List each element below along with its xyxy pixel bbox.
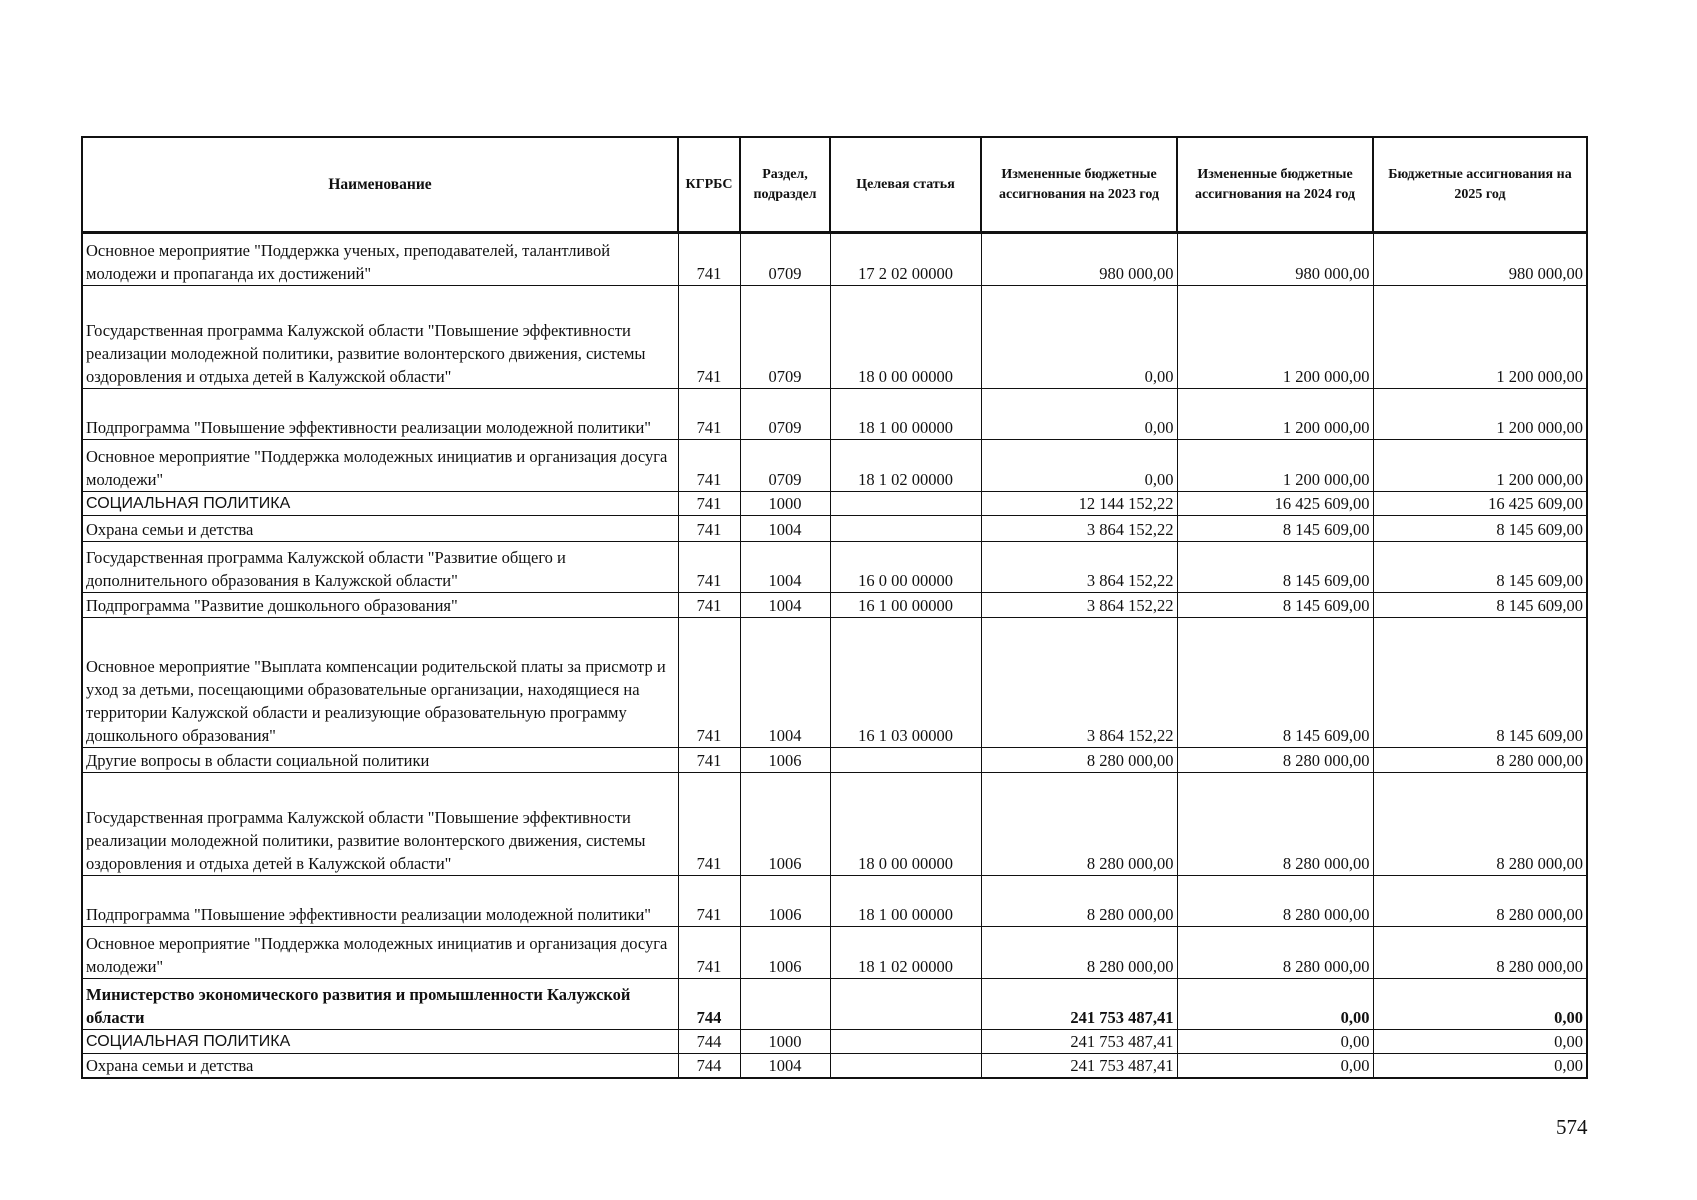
row-target: 18 1 00 00000 xyxy=(830,876,981,927)
row-kgrbs: 741 xyxy=(678,748,740,773)
row-2025: 1 200 000,00 xyxy=(1373,286,1587,389)
table-row xyxy=(82,618,1587,748)
row-kgrbs: 741 xyxy=(678,773,740,876)
table-row xyxy=(82,1054,1587,1079)
table-row xyxy=(82,927,1587,979)
row-target: 18 1 02 00000 xyxy=(830,927,981,979)
row-2025: 0,00 xyxy=(1373,1054,1587,1079)
row-name: Основное мероприятие "Выплата компенсации родительской платы за присмотр и уход за детьми, посещающими образовательные организации, находящиеся на территории Калужской области и реализующие образовательную программу дошкольного образования" xyxy=(82,618,678,748)
row-name: Охрана семьи и детства xyxy=(82,1054,678,1079)
row-target xyxy=(830,516,981,542)
header-kgrbs: КГРБС xyxy=(678,137,740,233)
row-section: 1006 xyxy=(740,927,830,979)
row-2023: 3 864 152,22 xyxy=(981,593,1177,618)
row-2023: 3 864 152,22 xyxy=(981,542,1177,593)
row-2025: 16 425 609,00 xyxy=(1373,492,1587,516)
row-name: Государственная программа Калужской области "Повышение эффективности реализации молодежной политики, развитие волонтерского движения, системы оздоровления и отдыха детей в Калужской области" xyxy=(82,286,678,389)
row-2024: 1 200 000,00 xyxy=(1177,440,1373,492)
row-name: Государственная программа Калужской области "Повышение эффективности реализации молодежной политики, развитие волонтерского движения, системы оздоровления и отдыха детей в Калужской области" xyxy=(82,773,678,876)
row-2025: 8 280 000,00 xyxy=(1373,773,1587,876)
row-name: Основное мероприятие "Поддержка молодежных инициатив и организация досуга молодежи" xyxy=(82,440,678,492)
table-row xyxy=(82,876,1587,927)
row-2023: 8 280 000,00 xyxy=(981,773,1177,876)
header-target: Целевая статья xyxy=(830,137,981,233)
header-2025: Бюджетные ассигнования на 2025 год xyxy=(1373,137,1587,233)
row-2025: 1 200 000,00 xyxy=(1373,440,1587,492)
row-name: Министерство экономического развития и промышленности Калужской области xyxy=(82,979,678,1030)
row-kgrbs: 741 xyxy=(678,516,740,542)
row-section xyxy=(740,979,830,1030)
row-target: 16 0 00 00000 xyxy=(830,542,981,593)
row-kgrbs: 741 xyxy=(678,542,740,593)
table-row xyxy=(82,286,1587,389)
row-target xyxy=(830,979,981,1030)
header-2024: Измененные бюджетные ассигнования на 2024 год xyxy=(1177,137,1373,233)
row-2023: 8 280 000,00 xyxy=(981,876,1177,927)
row-section: 1004 xyxy=(740,618,830,748)
row-target xyxy=(830,1030,981,1054)
row-section: 1006 xyxy=(740,773,830,876)
budget-table xyxy=(81,136,1588,1079)
row-2025: 980 000,00 xyxy=(1373,233,1587,286)
table-row xyxy=(82,233,1587,286)
row-name: СОЦИАЛЬНАЯ ПОЛИТИКА xyxy=(82,492,678,516)
row-2024: 8 280 000,00 xyxy=(1177,876,1373,927)
table-row xyxy=(82,389,1587,440)
row-2025: 8 145 609,00 xyxy=(1373,618,1587,748)
row-2024: 1 200 000,00 xyxy=(1177,389,1373,440)
row-target: 18 1 00 00000 xyxy=(830,389,981,440)
row-2024: 980 000,00 xyxy=(1177,233,1373,286)
table-row xyxy=(82,773,1587,876)
table-row xyxy=(82,516,1587,542)
row-kgrbs: 741 xyxy=(678,286,740,389)
row-2023: 3 864 152,22 xyxy=(981,618,1177,748)
row-section: 1004 xyxy=(740,516,830,542)
row-target xyxy=(830,748,981,773)
row-2025: 0,00 xyxy=(1373,979,1587,1030)
row-section: 1004 xyxy=(740,542,830,593)
row-section: 0709 xyxy=(740,389,830,440)
row-2024: 16 425 609,00 xyxy=(1177,492,1373,516)
row-2024: 8 145 609,00 xyxy=(1177,593,1373,618)
table-row xyxy=(82,593,1587,618)
row-2025: 0,00 xyxy=(1373,1030,1587,1054)
row-name: Подпрограмма "Развитие дошкольного образования" xyxy=(82,593,678,618)
row-target: 17 2 02 00000 xyxy=(830,233,981,286)
table-row xyxy=(82,748,1587,773)
row-2023: 0,00 xyxy=(981,286,1177,389)
row-section: 1006 xyxy=(740,748,830,773)
header-2023: Измененные бюджетные ассигнования на 2023 год xyxy=(981,137,1177,233)
row-2025: 8 280 000,00 xyxy=(1373,748,1587,773)
row-name: СОЦИАЛЬНАЯ ПОЛИТИКА xyxy=(82,1030,678,1054)
row-2024: 0,00 xyxy=(1177,1030,1373,1054)
row-name: Основное мероприятие "Поддержка молодежных инициатив и организация досуга молодежи" xyxy=(82,927,678,979)
row-2025: 8 145 609,00 xyxy=(1373,516,1587,542)
row-target: 18 0 00 00000 xyxy=(830,773,981,876)
table-row xyxy=(82,979,1587,1030)
row-kgrbs: 744 xyxy=(678,979,740,1030)
row-section: 0709 xyxy=(740,286,830,389)
row-2023: 8 280 000,00 xyxy=(981,927,1177,979)
row-section: 1004 xyxy=(740,593,830,618)
row-2024: 8 145 609,00 xyxy=(1177,516,1373,542)
row-name: Государственная программа Калужской области "Развитие общего и дополнительного образования в Калужской области" xyxy=(82,542,678,593)
row-name: Подпрограмма "Повышение эффективности реализации молодежной политики" xyxy=(82,876,678,927)
row-kgrbs: 741 xyxy=(678,876,740,927)
row-2025: 8 145 609,00 xyxy=(1373,542,1587,593)
row-2024: 0,00 xyxy=(1177,1054,1373,1079)
row-2025: 8 280 000,00 xyxy=(1373,927,1587,979)
row-2023: 0,00 xyxy=(981,440,1177,492)
row-2025: 1 200 000,00 xyxy=(1373,389,1587,440)
row-2023: 0,00 xyxy=(981,389,1177,440)
row-section: 0709 xyxy=(740,233,830,286)
row-kgrbs: 744 xyxy=(678,1030,740,1054)
row-name: Основное мероприятие "Поддержка ученых, преподавателей, талантливой молодежи и пропаганда их достижений" xyxy=(82,233,678,286)
page-number: 574 xyxy=(1556,1115,1588,1139)
row-section: 1000 xyxy=(740,492,830,516)
row-2024: 1 200 000,00 xyxy=(1177,286,1373,389)
header-name: Наименование xyxy=(82,137,678,233)
table-row xyxy=(82,542,1587,593)
row-kgrbs: 741 xyxy=(678,233,740,286)
row-2024: 8 145 609,00 xyxy=(1177,542,1373,593)
table-header-row xyxy=(82,137,1587,233)
row-target: 16 1 00 00000 xyxy=(830,593,981,618)
row-2023: 3 864 152,22 xyxy=(981,516,1177,542)
row-2023: 12 144 152,22 xyxy=(981,492,1177,516)
row-2023: 8 280 000,00 xyxy=(981,748,1177,773)
row-section: 1000 xyxy=(740,1030,830,1054)
row-2025: 8 280 000,00 xyxy=(1373,876,1587,927)
row-name: Подпрограмма "Повышение эффективности реализации молодежной политики" xyxy=(82,389,678,440)
row-target xyxy=(830,1054,981,1079)
row-2025: 8 145 609,00 xyxy=(1373,593,1587,618)
row-kgrbs: 741 xyxy=(678,618,740,748)
row-kgrbs: 744 xyxy=(678,1054,740,1079)
row-2024: 8 280 000,00 xyxy=(1177,773,1373,876)
row-target: 18 1 02 00000 xyxy=(830,440,981,492)
row-2023: 241 753 487,41 xyxy=(981,1054,1177,1079)
row-2023: 241 753 487,41 xyxy=(981,979,1177,1030)
table-row xyxy=(82,492,1587,516)
row-target: 18 0 00 00000 xyxy=(830,286,981,389)
row-section: 1004 xyxy=(740,1054,830,1079)
header-section: Раздел, подраздел xyxy=(740,137,830,233)
row-2024: 8 280 000,00 xyxy=(1177,748,1373,773)
row-2024: 0,00 xyxy=(1177,979,1373,1030)
row-name: Охрана семьи и детства xyxy=(82,516,678,542)
row-kgrbs: 741 xyxy=(678,492,740,516)
row-target xyxy=(830,492,981,516)
row-name: Другие вопросы в области социальной политики xyxy=(82,748,678,773)
row-target: 16 1 03 00000 xyxy=(830,618,981,748)
row-section: 1006 xyxy=(740,876,830,927)
row-kgrbs: 741 xyxy=(678,389,740,440)
row-kgrbs: 741 xyxy=(678,593,740,618)
table-row xyxy=(82,1030,1587,1054)
table-row xyxy=(82,440,1587,492)
row-2023: 980 000,00 xyxy=(981,233,1177,286)
row-2024: 8 280 000,00 xyxy=(1177,927,1373,979)
row-2023: 241 753 487,41 xyxy=(981,1030,1177,1054)
row-2024: 8 145 609,00 xyxy=(1177,618,1373,748)
row-kgrbs: 741 xyxy=(678,927,740,979)
row-section: 0709 xyxy=(740,440,830,492)
row-kgrbs: 741 xyxy=(678,440,740,492)
